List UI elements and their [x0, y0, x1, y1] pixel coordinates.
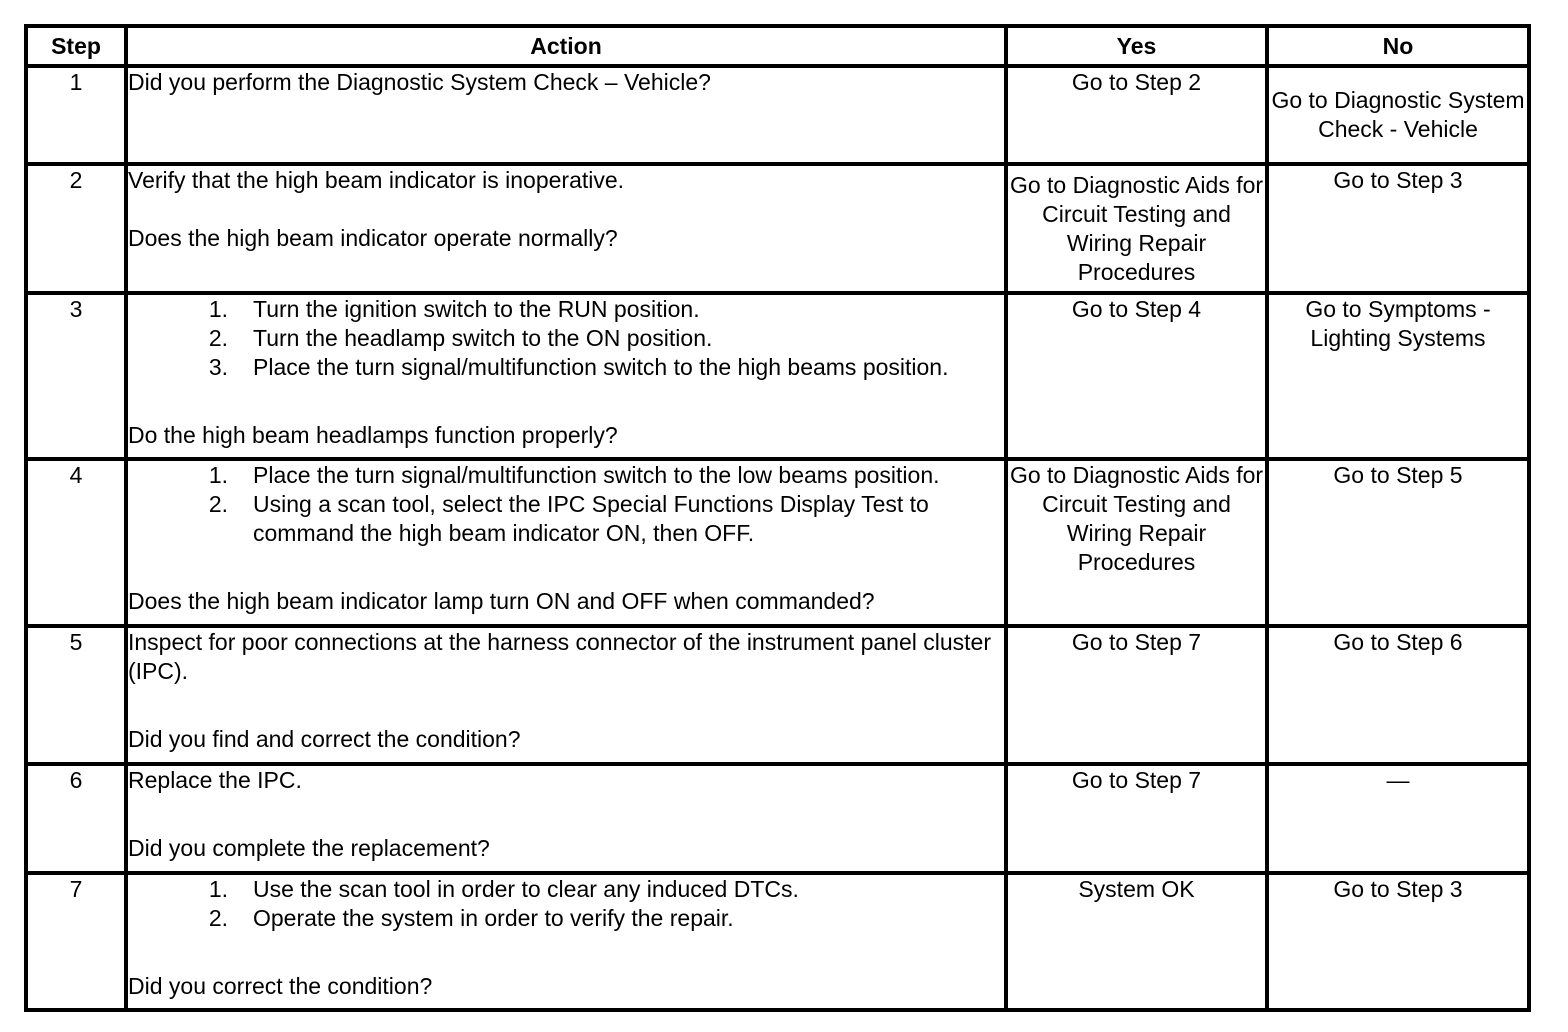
substep-number: 1. [208, 296, 228, 322]
substep-text: Use the scan tool in order to clear any induced DTCs. [253, 876, 799, 902]
list-item [128, 324, 1004, 353]
action-cell [126, 764, 1006, 873]
table-row [26, 164, 1529, 293]
action-text: Did you perform the Diagnostic System Check – Vehicle? [128, 69, 711, 95]
table-row [26, 66, 1529, 164]
list-item [128, 461, 1004, 490]
header-no: No [1267, 26, 1529, 66]
table-row [26, 873, 1529, 1010]
table-row [26, 764, 1529, 873]
diagnostic-table [24, 24, 1531, 1012]
substep-text: Place the turn signal/multifunction switch to the high beams position. [253, 354, 949, 380]
step-number: 1 [26, 66, 126, 164]
yes-cell: Go to Diagnostic Aids for Circuit Testing and Wiring Repair Procedures [1006, 459, 1267, 626]
action-question: Does the high beam indicator lamp turn ON and OFF when commanded? [128, 588, 875, 614]
list-item [128, 904, 1004, 933]
no-cell: Go to Diagnostic System Check - Vehicle [1267, 66, 1529, 164]
header-action: Action [126, 26, 1006, 66]
action-cell [126, 873, 1006, 1010]
no-cell: Go to Step 3 [1267, 873, 1529, 1010]
substep-text: Turn the ignition switch to the RUN position. [253, 296, 700, 322]
action-text: Inspect for poor connections at the harness connector of the instrument panel cluster (IPC). [128, 629, 991, 684]
yes-cell: Go to Step 7 [1006, 626, 1267, 764]
action-question: Does the high beam indicator operate normally? [128, 225, 618, 251]
list-item [128, 490, 1004, 548]
table-row [26, 459, 1529, 626]
substep-list [128, 461, 1004, 548]
step-number: 6 [26, 764, 126, 873]
action-text: Replace the IPC. [128, 767, 302, 793]
substep-text: Place the turn signal/multifunction switch to the low beams position. [253, 462, 940, 488]
step-number: 3 [26, 293, 126, 459]
header-yes: Yes [1006, 26, 1267, 66]
action-question: Did you find and correct the condition? [128, 726, 521, 752]
list-item [128, 353, 1004, 382]
step-number: 5 [26, 626, 126, 764]
no-cell: Go to Step 6 [1267, 626, 1529, 764]
action-question: Did you complete the replacement? [128, 835, 490, 861]
substep-list [128, 295, 1004, 382]
substep-text: Turn the headlamp switch to the ON position. [253, 325, 713, 351]
substep-list [128, 875, 1004, 933]
substep-text: Operate the system in order to verify the repair. [253, 905, 734, 931]
yes-cell: Go to Step 4 [1006, 293, 1267, 459]
list-item [128, 295, 1004, 324]
substep-number: 3. [208, 354, 228, 380]
substep-number: 1. [208, 876, 228, 902]
yes-cell: Go to Step 2 [1006, 66, 1267, 164]
substep-number: 1. [208, 462, 228, 488]
action-cell [126, 626, 1006, 764]
action-cell [126, 459, 1006, 626]
step-number: 4 [26, 459, 126, 626]
action-cell [126, 293, 1006, 459]
action-question: Did you correct the condition? [128, 973, 433, 999]
no-cell: — [1267, 764, 1529, 873]
yes-cell: Go to Step 7 [1006, 764, 1267, 873]
step-number: 2 [26, 164, 126, 293]
list-item [128, 875, 1004, 904]
header-step: Step [26, 26, 126, 66]
table-row [26, 293, 1529, 459]
no-cell: Go to Step 3 [1267, 164, 1529, 293]
action-question: Do the high beam headlamps function properly? [128, 422, 618, 448]
yes-cell: Go to Diagnostic Aids for Circuit Testing and Wiring Repair Procedures [1006, 164, 1267, 293]
substep-text: Using a scan tool, select the IPC Special Functions Display Test to command the high beam indicator ON, then OFF. [253, 491, 929, 546]
action-cell [126, 164, 1006, 293]
step-number: 7 [26, 873, 126, 1010]
no-cell: Go to Symptoms - Lighting Systems [1267, 293, 1529, 459]
yes-cell: System OK [1006, 873, 1267, 1010]
action-cell [126, 66, 1006, 164]
substep-number: 2. [208, 325, 228, 351]
header-row [26, 26, 1529, 66]
substep-number: 2. [208, 905, 228, 931]
action-text: Verify that the high beam indicator is inoperative. [128, 167, 625, 193]
substep-number: 2. [208, 491, 228, 517]
table-row [26, 626, 1529, 764]
no-cell: Go to Step 5 [1267, 459, 1529, 626]
